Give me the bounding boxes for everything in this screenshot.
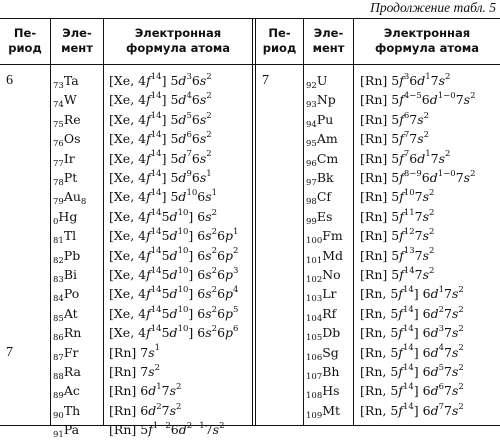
header-element-line1: Эле-	[313, 26, 344, 40]
header-element	[51, 21, 103, 61]
header-formula-line1: Электронная	[134, 26, 222, 40]
electron-formula: [Rn] $5f^{11}7s^2$	[360, 207, 435, 224]
symbol-text: Po	[63, 286, 80, 302]
electron-formula: [Rn] $5f^{13}7s^2$	[360, 246, 435, 263]
atomic-number: 88	[53, 372, 64, 382]
header-formula-line1: Электронная	[383, 26, 471, 40]
symbol-text: No	[322, 267, 341, 282]
symbol-text: Fr	[63, 344, 79, 360]
atomic-number: 105	[306, 333, 323, 344]
symbol-subscript: 8	[80, 197, 87, 208]
atomic-number: 103	[306, 294, 323, 305]
electron-formula: [Xe, $4f^{14}$] $5d^76s^2$	[109, 149, 212, 166]
electron-formula: [Xe, $4f^{14}5d^{10}$] $6s^26p^1$	[109, 227, 239, 244]
symbol-text: Sg	[322, 344, 339, 360]
electron-formula: [Xe, $4f^{14}5d^{10}$] $6s^2$	[109, 207, 218, 224]
electron-formula: [Xe, $4f^{14}5d^{10}$] $6s^26p^4$	[109, 285, 239, 302]
header-element	[304, 21, 353, 61]
atomic-number: 75	[53, 119, 64, 130]
symbol-text: Np	[316, 92, 336, 108]
symbol-text: Hs	[322, 383, 340, 399]
atomic-number: 82	[53, 255, 64, 266]
electron-formula: [Rn] $5f^{8-9}6d^{1-0}7s^2$	[360, 168, 476, 185]
atomic-number: 109	[306, 410, 323, 421]
atomic-number: 74	[53, 100, 64, 111]
electron-formula: [Xe, $4f^{14}$] $5d^96s^1$	[109, 168, 212, 185]
period-number: 7	[6, 344, 13, 360]
symbol-text: U	[316, 73, 328, 88]
atomic-number: 102	[306, 275, 323, 285]
header-period-line2: риод	[262, 41, 297, 55]
header-formula	[354, 21, 500, 61]
atomic-number: 93	[306, 100, 317, 111]
atomic-number: 94	[306, 119, 317, 130]
electron-formula: [Xe, $4f^{14}$] $5d^36s^2$	[109, 71, 212, 88]
electron-formula: [Rn, $5f^{14}$] $6d^17s^2$	[360, 285, 464, 302]
symbol-text: Hg	[58, 208, 78, 224]
atomic-number: 84	[53, 294, 64, 305]
atomic-number: 99	[306, 216, 317, 227]
atomic-number: 106	[306, 352, 323, 363]
electron-formula: [Xe, $4f^{14}$] $5d^46s^2$	[109, 91, 212, 108]
period-number: 6	[6, 73, 13, 88]
symbol-text: Bi	[63, 267, 78, 282]
symbol-text: Rf	[322, 305, 337, 321]
column-divider	[303, 18, 304, 426]
atomic-number: 95	[306, 139, 317, 150]
symbol-text: Lr	[322, 286, 337, 302]
symbol-text: Pu	[316, 111, 334, 127]
electron-formula: [Rn, $5f^{14}$] $6d^27s^2$	[360, 304, 464, 321]
atomic-number: 92	[306, 81, 317, 91]
atomic-number: 81	[53, 236, 64, 247]
atomic-number: 89	[53, 391, 64, 402]
electron-formula: [Rn] $7s^1$	[109, 343, 161, 360]
atomic-number: 86	[53, 333, 64, 344]
header-formula-line2: формула атома	[125, 41, 231, 55]
symbol-text: Db	[322, 325, 341, 341]
symbol-text: Pa	[63, 422, 80, 438]
symbol-text: Pb	[63, 247, 81, 263]
column-divider	[353, 18, 354, 426]
header-formula	[104, 21, 252, 61]
electron-formula: [Xe, $4f^{14}$] $5d^56s^2$	[109, 110, 212, 127]
atomic-number: 85	[53, 313, 64, 324]
symbol-text: Rn	[63, 325, 82, 341]
symbol-text: Pt	[63, 170, 78, 185]
atomic-number: 90	[53, 410, 64, 421]
atomic-number: 100	[306, 236, 323, 247]
atomic-number: 108	[306, 391, 323, 402]
symbol-text: W	[63, 92, 77, 108]
symbol-text: Am	[316, 131, 338, 147]
header-element-line2: мент	[61, 41, 93, 55]
electron-formula: [Rn] $5f^{12}7s^2$	[360, 227, 435, 244]
electron-formula: [Rn] $5f^67s^2$	[360, 110, 430, 127]
header-bottom-border	[0, 64, 500, 65]
electron-formula: [Xe, $4f^{14}5d^{10}$] $6s^26p^6$	[109, 324, 239, 341]
period-number: 7	[262, 73, 269, 88]
atomic-number: 83	[53, 275, 64, 285]
symbol-text: Ac	[63, 383, 80, 399]
electron-formula: [Xe, $4f^{14}$] $5d^{10}6s^1$	[109, 188, 218, 205]
atomic-number: 98	[306, 197, 317, 208]
atomic-number: 91	[53, 430, 64, 441]
symbol-text: Es	[316, 208, 333, 224]
symbol-text: Ra	[63, 364, 81, 379]
header-element-line1: Эле-	[62, 26, 92, 40]
header-period	[0, 21, 50, 61]
symbol-text: Bk	[316, 170, 334, 185]
electron-formula: [Rn, $5f^{14}$] $6d^67s^2$	[360, 382, 464, 399]
symbol-text: Os	[63, 131, 81, 147]
atomic-number: 79	[53, 197, 64, 208]
symbol-text: Tl	[63, 228, 77, 244]
atomic-number: 73	[53, 81, 64, 91]
element-symbol	[53, 419, 79, 441]
header-period-line1: Пе-	[13, 26, 37, 40]
atomic-number: 101	[306, 255, 323, 266]
symbol-text: Fm	[322, 228, 343, 244]
double-column-divider	[252, 18, 256, 426]
electron-formula: [Xe, $4f^{14}5d^{10}$] $6s^26p^2$	[109, 246, 239, 263]
column-divider	[50, 18, 51, 426]
electron-formula: [Rn] $5f^{14}7s^2$	[360, 265, 435, 282]
electron-formula: [Xe, $4f^{14}$] $5d^66s^2$	[109, 130, 212, 147]
electron-formula: [Rn] $5f^36d^17s^2$	[360, 71, 451, 88]
symbol-text: Mt	[322, 402, 341, 418]
header-period-line2: риод	[8, 41, 42, 55]
electron-formula: [Rn] $5f^77s^2$	[360, 130, 430, 147]
atomic-number: 107	[306, 372, 323, 382]
atomic-number: 78	[53, 178, 64, 188]
electron-formula: [Rn] $7s^2$	[109, 362, 161, 379]
symbol-text: Bh	[322, 364, 340, 379]
atomic-number: 76	[53, 139, 64, 150]
atomic-number: 87	[53, 352, 64, 363]
symbol-text: Ir	[63, 150, 75, 166]
symbol-text: At	[63, 305, 78, 321]
symbol-text: Au	[63, 189, 81, 205]
header-element-line2: мент	[312, 41, 345, 55]
header-formula-line2: формула атома	[374, 41, 480, 55]
electron-formula: [Rn] $6d^17s^2$	[109, 382, 182, 399]
electron-formula: [Rn] $6d^27s^2$	[109, 401, 182, 418]
symbol-text: Ta	[63, 73, 79, 88]
column-divider	[103, 18, 104, 426]
atomic-number: 104	[306, 313, 323, 324]
header-period	[256, 21, 303, 61]
atomic-number: 0	[53, 216, 59, 227]
electron-formula: [Rn, $5f^{14}$] $6d^77s^2$	[360, 401, 464, 418]
electron-formula: [Rn, $5f^{14}$] $6d^57s^2$	[360, 362, 464, 379]
electron-formula: [Rn] $5f^{1-2}6d^{2-1}7s^2$	[109, 421, 225, 438]
symbol-text: Cf	[316, 189, 332, 205]
electron-formula: [Rn] $5f^{10}7s^2$	[360, 188, 435, 205]
electron-formula: [Rn, $5f^{14}$] $6d^47s^2$	[360, 343, 464, 360]
element-symbol	[306, 400, 340, 422]
table-caption: Продолжение табл. 5	[370, 0, 496, 15]
symbol-text: Th	[63, 402, 81, 418]
atomic-number: 77	[53, 158, 64, 169]
electron-formula: [Rn] $5f^{4-5}6d^{1-0}7s^2$	[360, 91, 476, 108]
symbol-text: Md	[322, 247, 344, 263]
table-top-border	[0, 18, 500, 19]
atomic-number: 96	[306, 158, 317, 169]
electron-formula: [Rn] $5f^76d^17s^2$	[360, 149, 451, 166]
electron-formula: [Rn, $5f^{14}$] $6d^37s^2$	[360, 324, 464, 341]
symbol-text: Re	[63, 111, 81, 127]
header-period-line1: Пе-	[268, 26, 291, 40]
atomic-number: 97	[306, 178, 317, 188]
symbol-text: Cm	[316, 150, 339, 166]
electron-formula: [Xe, $4f^{14}5d^{10}$] $6s^26p^5$	[109, 304, 239, 321]
electron-formula: [Xe, $4f^{14}5d^{10}$] $6s^26p^3$	[109, 265, 239, 282]
